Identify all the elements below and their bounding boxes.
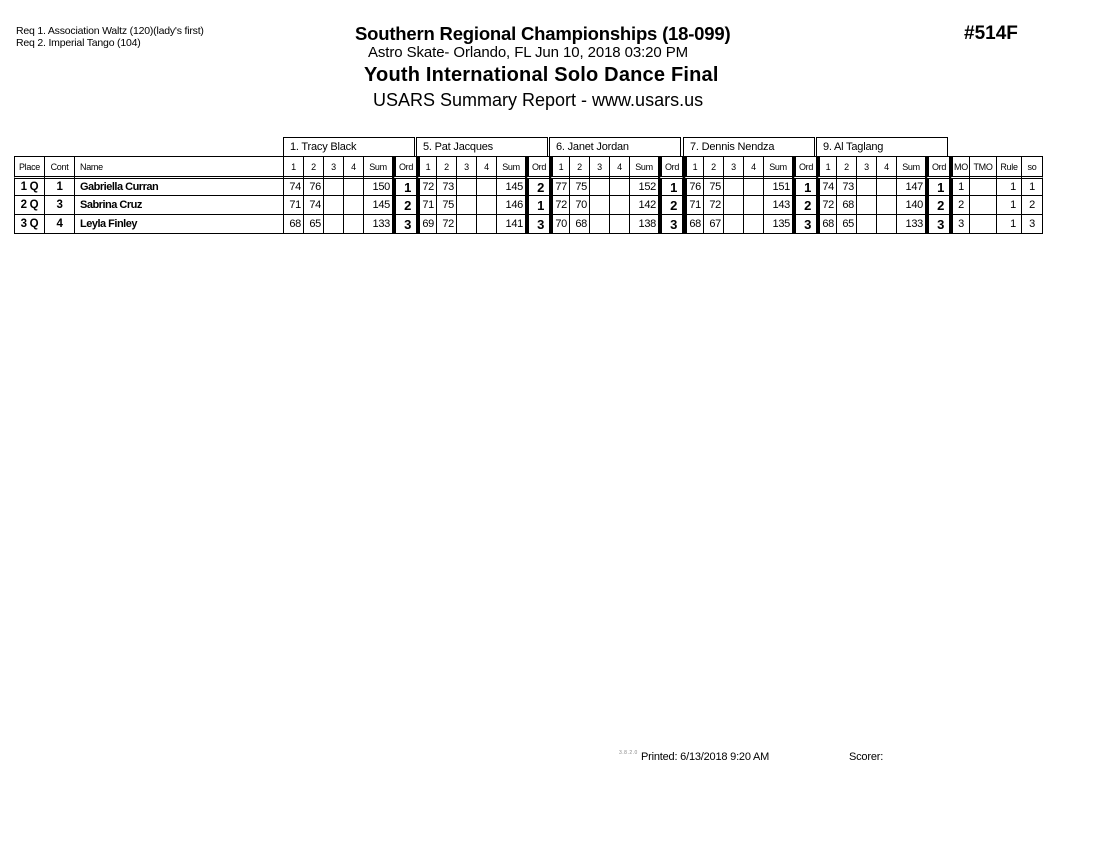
score-cell: 140 bbox=[896, 195, 926, 215]
score-cell: 74 bbox=[303, 195, 324, 215]
score-cell: 150 bbox=[363, 176, 393, 196]
score-cell: 1 bbox=[392, 176, 417, 196]
judge-4-col-s3: 3 bbox=[723, 156, 744, 177]
mo-cell: 2 bbox=[949, 195, 970, 215]
score-cell: 71 bbox=[283, 195, 304, 215]
score-cell: 73 bbox=[436, 176, 457, 196]
skater-name: Leyla Finley bbox=[74, 214, 284, 234]
judge-2-col-sum: Sum bbox=[496, 156, 526, 177]
score-cell: 70 bbox=[549, 214, 570, 234]
judge-5-col-ord: Ord bbox=[925, 156, 950, 177]
scorer-label: Scorer: bbox=[849, 751, 884, 763]
judge-3-col-ord: Ord bbox=[658, 156, 683, 177]
version-label: 3.8.2.0 bbox=[619, 750, 638, 756]
report-subtitle: USARS Summary Report - www.usars.us bbox=[373, 90, 704, 110]
score-cell: 69 bbox=[416, 214, 437, 234]
score-cell: 67 bbox=[703, 214, 724, 234]
score-cell: 1 bbox=[792, 176, 817, 196]
score-cell: 143 bbox=[763, 195, 793, 215]
score-cell: 151 bbox=[763, 176, 793, 196]
score-cell: 145 bbox=[363, 195, 393, 215]
score-cell bbox=[609, 195, 630, 215]
score-cell: 146 bbox=[496, 195, 526, 215]
requirement-2: Req 2. Imperial Tango (104) bbox=[16, 37, 141, 49]
score-cell bbox=[589, 195, 610, 215]
score-cell: 77 bbox=[549, 176, 570, 196]
score-cell: 3 bbox=[658, 214, 683, 234]
score-cell: 3 bbox=[925, 214, 950, 234]
rule-cell: 1 bbox=[996, 176, 1022, 196]
score-cell: 1 bbox=[658, 176, 683, 196]
place-cell: 1 Q bbox=[14, 176, 45, 196]
score-cell: 72 bbox=[816, 195, 837, 215]
judge-5-col-s2: 2 bbox=[836, 156, 857, 177]
judge-2-col-ord: Ord bbox=[525, 156, 550, 177]
judge-3-col-s2: 2 bbox=[569, 156, 590, 177]
score-cell: 1 bbox=[525, 195, 550, 215]
score-cell bbox=[476, 195, 497, 215]
score-cell: 75 bbox=[569, 176, 590, 196]
score-cell: 65 bbox=[836, 214, 857, 234]
score-cell bbox=[723, 176, 744, 196]
score-cell: 3 bbox=[525, 214, 550, 234]
requirements-list bbox=[16, 25, 204, 49]
score-cell: 138 bbox=[629, 214, 659, 234]
judge-header-1: 1. Tracy Black bbox=[283, 137, 415, 157]
score-cell bbox=[343, 214, 364, 234]
judge-2-col-s4: 4 bbox=[476, 156, 497, 177]
judge-3-col-s3: 3 bbox=[589, 156, 610, 177]
judge-4-col-s2: 2 bbox=[703, 156, 724, 177]
score-cell: 65 bbox=[303, 214, 324, 234]
so-cell: 3 bbox=[1021, 214, 1043, 234]
score-cell bbox=[323, 214, 344, 234]
score-cell: 72 bbox=[703, 195, 724, 215]
score-cell bbox=[589, 176, 610, 196]
tmo-cell bbox=[969, 195, 997, 215]
score-cell bbox=[876, 195, 897, 215]
judge-5-col-sum: Sum bbox=[896, 156, 926, 177]
competition-title: Southern Regional Championships (18-099) bbox=[355, 23, 731, 44]
header-name: Name bbox=[74, 156, 284, 177]
score-cell: 3 bbox=[392, 214, 417, 234]
mo-cell: 3 bbox=[949, 214, 970, 234]
place-cell: 3 Q bbox=[14, 214, 45, 234]
judge-1-col-sum: Sum bbox=[363, 156, 393, 177]
tmo-cell bbox=[969, 176, 997, 196]
score-cell bbox=[876, 214, 897, 234]
score-cell: 68 bbox=[569, 214, 590, 234]
judge-header-5: 9. Al Taglang bbox=[816, 137, 948, 157]
score-cell: 68 bbox=[836, 195, 857, 215]
rule-cell: 1 bbox=[996, 214, 1022, 234]
mo-cell: 1 bbox=[949, 176, 970, 196]
score-cell bbox=[723, 195, 744, 215]
requirement-1: Req 1. Association Waltz (120)(lady's first) bbox=[16, 25, 204, 37]
score-cell: 145 bbox=[496, 176, 526, 196]
score-cell: 76 bbox=[683, 176, 704, 196]
score-cell bbox=[856, 214, 877, 234]
judge-4-col-s1: 1 bbox=[683, 156, 704, 177]
judge-5-col-s4: 4 bbox=[876, 156, 897, 177]
score-cell bbox=[743, 214, 764, 234]
so-cell: 1 bbox=[1021, 176, 1043, 196]
cont-cell: 4 bbox=[44, 214, 75, 234]
score-cell bbox=[456, 214, 477, 234]
score-cell: 71 bbox=[416, 195, 437, 215]
judge-1-col-s3: 3 bbox=[323, 156, 344, 177]
score-cell: 141 bbox=[496, 214, 526, 234]
score-cell: 142 bbox=[629, 195, 659, 215]
score-cell: 75 bbox=[703, 176, 724, 196]
score-cell: 2 bbox=[792, 195, 817, 215]
score-cell bbox=[856, 195, 877, 215]
cont-cell: 3 bbox=[44, 195, 75, 215]
score-cell: 68 bbox=[816, 214, 837, 234]
score-cell: 133 bbox=[896, 214, 926, 234]
judge-3-col-sum: Sum bbox=[629, 156, 659, 177]
score-cell: 74 bbox=[816, 176, 837, 196]
event-number: #514F bbox=[964, 23, 1018, 44]
score-cell bbox=[456, 195, 477, 215]
score-cell bbox=[323, 195, 344, 215]
score-cell bbox=[856, 176, 877, 196]
score-cell: 72 bbox=[549, 195, 570, 215]
score-cell: 68 bbox=[683, 214, 704, 234]
score-cell bbox=[589, 214, 610, 234]
header-mo: MO bbox=[949, 156, 970, 177]
skater-name: Sabrina Cruz bbox=[74, 195, 284, 215]
score-cell: 2 bbox=[525, 176, 550, 196]
score-cell bbox=[609, 176, 630, 196]
judge-1-col-s4: 4 bbox=[343, 156, 364, 177]
judge-header-3: 6. Janet Jordan bbox=[549, 137, 681, 157]
score-cell: 147 bbox=[896, 176, 926, 196]
score-cell: 68 bbox=[283, 214, 304, 234]
score-cell: 71 bbox=[683, 195, 704, 215]
score-cell: 72 bbox=[416, 176, 437, 196]
score-cell: 135 bbox=[763, 214, 793, 234]
header-tmo: TMO bbox=[969, 156, 997, 177]
score-cell bbox=[743, 176, 764, 196]
score-cell: 72 bbox=[436, 214, 457, 234]
judge-3-col-s4: 4 bbox=[609, 156, 630, 177]
skater-name: Gabriella Curran bbox=[74, 176, 284, 196]
score-cell: 3 bbox=[792, 214, 817, 234]
event-title: Youth International Solo Dance Final bbox=[364, 64, 719, 86]
header-place: Place bbox=[14, 156, 45, 177]
header-so: so bbox=[1021, 156, 1043, 177]
judge-3-col-s1: 1 bbox=[549, 156, 570, 177]
score-cell: 76 bbox=[303, 176, 324, 196]
score-cell bbox=[343, 176, 364, 196]
score-cell: 1 bbox=[925, 176, 950, 196]
score-cell: 73 bbox=[836, 176, 857, 196]
score-cell bbox=[343, 195, 364, 215]
header-rule: Rule bbox=[996, 156, 1022, 177]
judge-1-col-ord: Ord bbox=[392, 156, 417, 177]
score-cell bbox=[609, 214, 630, 234]
judge-2-col-s1: 1 bbox=[416, 156, 437, 177]
tmo-cell bbox=[969, 214, 997, 234]
score-cell bbox=[323, 176, 344, 196]
header-cont: Cont bbox=[44, 156, 75, 177]
score-cell: 75 bbox=[436, 195, 457, 215]
venue-date: Astro Skate- Orlando, FL Jun 10, 2018 03:20 PM bbox=[368, 44, 689, 61]
score-cell: 74 bbox=[283, 176, 304, 196]
score-cell: 152 bbox=[629, 176, 659, 196]
score-cell: 2 bbox=[392, 195, 417, 215]
score-cell bbox=[476, 214, 497, 234]
score-cell bbox=[456, 176, 477, 196]
judge-header-2: 5. Pat Jacques bbox=[416, 137, 548, 157]
printed-timestamp: Printed: 6/13/2018 9:20 AM bbox=[641, 751, 770, 763]
judge-2-col-s2: 2 bbox=[436, 156, 457, 177]
judge-4-col-ord: Ord bbox=[792, 156, 817, 177]
score-cell: 133 bbox=[363, 214, 393, 234]
cont-cell: 1 bbox=[44, 176, 75, 196]
score-cell bbox=[876, 176, 897, 196]
judge-header-4: 7. Dennis Nendza bbox=[683, 137, 815, 157]
score-cell bbox=[476, 176, 497, 196]
score-cell: 2 bbox=[925, 195, 950, 215]
score-cell bbox=[743, 195, 764, 215]
rule-cell: 1 bbox=[996, 195, 1022, 215]
place-cell: 2 Q bbox=[14, 195, 45, 215]
judge-4-col-sum: Sum bbox=[763, 156, 793, 177]
judge-1-col-s1: 1 bbox=[283, 156, 304, 177]
judge-5-col-s1: 1 bbox=[816, 156, 837, 177]
judge-4-col-s4: 4 bbox=[743, 156, 764, 177]
score-cell bbox=[723, 214, 744, 234]
judge-2-col-s3: 3 bbox=[456, 156, 477, 177]
judge-1-col-s2: 2 bbox=[303, 156, 324, 177]
so-cell: 2 bbox=[1021, 195, 1043, 215]
score-cell: 2 bbox=[658, 195, 683, 215]
judge-5-col-s3: 3 bbox=[856, 156, 877, 177]
score-cell: 70 bbox=[569, 195, 590, 215]
